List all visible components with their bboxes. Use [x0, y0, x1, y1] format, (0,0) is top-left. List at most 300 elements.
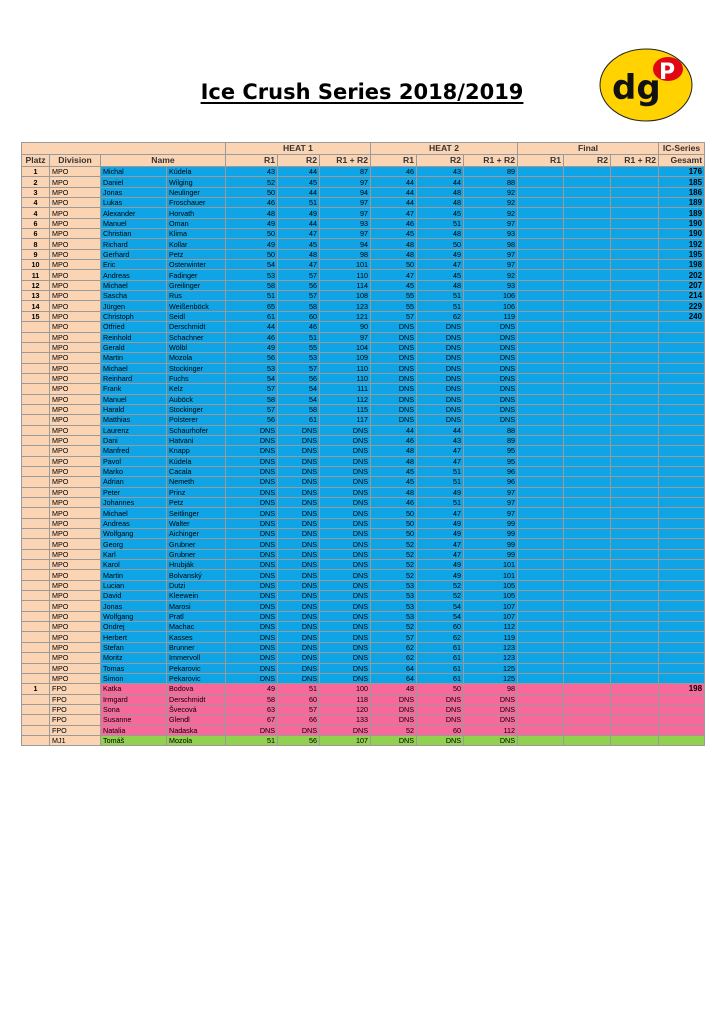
last-name-cell: Machac [167, 622, 226, 632]
final-r2-cell [564, 611, 611, 621]
final-r1-cell [518, 435, 564, 445]
division-cell: MPO [50, 404, 101, 414]
heat1-r2-cell: DNS [278, 549, 320, 559]
final-sum-cell [611, 591, 659, 601]
final-r1-cell [518, 208, 564, 218]
heat1-sum-cell: DNS [320, 549, 371, 559]
first-name-cell: Karl [101, 549, 167, 559]
heat1-r2-cell: 47 [278, 260, 320, 270]
heat1-sum-cell: 100 [320, 684, 371, 694]
last-name-cell: Švecová [167, 704, 226, 714]
heat2-r2-cell: 61 [417, 642, 464, 652]
first-name-cell: Katka [101, 684, 167, 694]
final-r1-cell [518, 249, 564, 259]
heat1-sum-cell: 123 [320, 301, 371, 311]
group-header-row [22, 143, 705, 155]
heat1-sum-cell: DNS [320, 435, 371, 445]
heat1-r2-cell: 56 [278, 373, 320, 383]
final-sum-cell [611, 611, 659, 621]
gesamt-cell [659, 394, 705, 404]
division-cell: MPO [50, 270, 101, 280]
results-table [21, 142, 705, 746]
gesamt-cell [659, 487, 705, 497]
division-cell: MPO [50, 187, 101, 197]
final-r1-cell [518, 332, 564, 342]
heat2-sum-cell: 106 [464, 291, 518, 301]
last-name-cell: Cacala [167, 466, 226, 476]
gesamt-cell [659, 570, 705, 580]
heat2-sum-cell: 93 [464, 229, 518, 239]
heat1-r2-cell: 66 [278, 715, 320, 725]
division-cell: MPO [50, 508, 101, 518]
last-name-cell: Pekarovic [167, 673, 226, 683]
final-sum-cell [611, 642, 659, 652]
heat1-r1-cell: 51 [226, 735, 278, 745]
platz-cell [22, 384, 50, 394]
last-name-cell: Schachner [167, 332, 226, 342]
last-name-cell: Pratl [167, 611, 226, 621]
platz-cell: 6 [22, 229, 50, 239]
heat1-sum-cell: 94 [320, 187, 371, 197]
platz-cell: 4 [22, 208, 50, 218]
table-row [22, 239, 705, 249]
division-cell: MPO [50, 611, 101, 621]
heat2-r1-cell: DNS [371, 332, 417, 342]
last-name-cell: Kasses [167, 632, 226, 642]
heat1-sum-cell: 109 [320, 353, 371, 363]
final-sum-cell [611, 663, 659, 673]
first-name-cell: Dani [101, 435, 167, 445]
gesamt-cell [659, 415, 705, 425]
first-name-cell: Tomáš [101, 735, 167, 745]
gesamt-cell [659, 611, 705, 621]
heat1-sum-cell: DNS [320, 529, 371, 539]
heat2-r2-cell: 48 [417, 229, 464, 239]
heat2-r2-cell: DNS [417, 415, 464, 425]
gesamt-cell [659, 477, 705, 487]
first-name-cell: Johannes [101, 498, 167, 508]
heat2-r1-cell: 52 [371, 622, 417, 632]
platz-cell: 10 [22, 260, 50, 270]
final-r2-cell [564, 415, 611, 425]
final-r1-cell [518, 342, 564, 352]
last-name-cell: Knapp [167, 446, 226, 456]
heat2-r1-cell: 48 [371, 446, 417, 456]
first-name-cell: Wolfgang [101, 611, 167, 621]
final-r1-cell [518, 187, 564, 197]
heat1-r1-cell: DNS [226, 446, 278, 456]
last-name-cell: Froschauer [167, 198, 226, 208]
first-name-cell: Manuel [101, 394, 167, 404]
final-r2-cell [564, 373, 611, 383]
heat2-r2-cell: 62 [417, 632, 464, 642]
heat2-r2-cell: DNS [417, 384, 464, 394]
heat2-r1-cell: 64 [371, 663, 417, 673]
heat2-sum-cell: 89 [464, 435, 518, 445]
last-name-cell: Hrubják [167, 560, 226, 570]
final-r1-cell [518, 704, 564, 714]
heat2-r2-cell: 47 [417, 456, 464, 466]
page-title: Ice Crush Series 2018/2019 [200, 80, 524, 104]
table-row [22, 435, 705, 445]
table-row [22, 632, 705, 642]
heat2-sum-cell: 105 [464, 580, 518, 590]
heat2-r1-cell: 57 [371, 632, 417, 642]
heat2-r1-cell: DNS [371, 715, 417, 725]
division-cell: MPO [50, 570, 101, 580]
platz-cell [22, 466, 50, 476]
final-r2-cell [564, 529, 611, 539]
gesamt-cell [659, 622, 705, 632]
last-name-cell: Brunner [167, 642, 226, 652]
heat2-sum-cell: 96 [464, 466, 518, 476]
final-r2-cell [564, 218, 611, 228]
division-cell: MPO [50, 384, 101, 394]
heat1-r1-cell: 49 [226, 239, 278, 249]
last-name-cell: Marosi [167, 601, 226, 611]
heat2-r2-cell: 52 [417, 591, 464, 601]
gesamt-cell: 190 [659, 218, 705, 228]
final-r2-cell [564, 394, 611, 404]
last-name-cell: Walter [167, 518, 226, 528]
final-sum-cell [611, 353, 659, 363]
heat2-sum-cell: DNS [464, 342, 518, 352]
final-r1-cell [518, 539, 564, 549]
final-r2-cell [564, 322, 611, 332]
division-cell: MPO [50, 291, 101, 301]
heat1-r1-cell: DNS [226, 642, 278, 652]
final-sum-cell [611, 167, 659, 177]
heat2-r2-cell: 49 [417, 529, 464, 539]
heat2-r2-cell: 48 [417, 198, 464, 208]
heat2-r2-cell: 45 [417, 208, 464, 218]
first-name-cell: Stefan [101, 642, 167, 652]
platz-cell: 3 [22, 187, 50, 197]
heat2-r2-cell: 51 [417, 477, 464, 487]
final-r1-cell [518, 373, 564, 383]
heat1-r2-cell: DNS [278, 518, 320, 528]
heat2-r1-cell: 50 [371, 518, 417, 528]
final-sum-cell [611, 260, 659, 270]
first-name-cell: Martin [101, 353, 167, 363]
first-name-cell: Sascha [101, 291, 167, 301]
division-cell: MPO [50, 642, 101, 652]
first-name-cell: Natalia [101, 725, 167, 735]
final-sum-cell [611, 394, 659, 404]
gesamt-cell: 192 [659, 239, 705, 249]
final-r1-cell [518, 477, 564, 487]
heat2-r2-cell: 47 [417, 446, 464, 456]
gesamt-cell [659, 560, 705, 570]
table-row [22, 270, 705, 280]
final-sum-cell [611, 684, 659, 694]
heat2-r1-cell: 46 [371, 435, 417, 445]
heat2-sum-cell: 95 [464, 456, 518, 466]
final-r2-cell [564, 208, 611, 218]
division-cell: MPO [50, 167, 101, 177]
heat2-r1-cell: 45 [371, 229, 417, 239]
platz-cell: 4 [22, 198, 50, 208]
table-row [22, 508, 705, 518]
platz-cell: 12 [22, 280, 50, 290]
division-cell: FPO [50, 694, 101, 704]
final-r1-cell [518, 529, 564, 539]
heat1-r2-cell: DNS [278, 435, 320, 445]
platz-cell [22, 477, 50, 487]
heat2-r2-cell: 49 [417, 249, 464, 259]
platz-cell: 15 [22, 311, 50, 321]
final-r2-cell [564, 735, 611, 745]
heat2-sum-cell: 105 [464, 591, 518, 601]
final-r1-cell [518, 322, 564, 332]
platz-cell: 8 [22, 239, 50, 249]
last-name-cell: Stockinger [167, 363, 226, 373]
last-name-cell: Bolvanský [167, 570, 226, 580]
heat1-r2-cell: DNS [278, 466, 320, 476]
heat2-sum-cell: DNS [464, 373, 518, 383]
first-name-cell: Adrian [101, 477, 167, 487]
table-row [22, 591, 705, 601]
heat1-r1-cell: 54 [226, 373, 278, 383]
heat1-r1-cell: 58 [226, 394, 278, 404]
first-name-cell: Jonas [101, 187, 167, 197]
final-r2-cell [564, 487, 611, 497]
heat2-r2-cell: 51 [417, 301, 464, 311]
division-cell: MPO [50, 653, 101, 663]
final-r1-cell [518, 353, 564, 363]
heat1-r1-cell: DNS [226, 591, 278, 601]
final-r2-cell [564, 601, 611, 611]
heat1-sum-cell: 87 [320, 167, 371, 177]
final-r1-cell [518, 611, 564, 621]
gesamt-cell: 185 [659, 177, 705, 187]
table-row [22, 249, 705, 259]
heat1-r2-cell: DNS [278, 477, 320, 487]
platz-cell [22, 322, 50, 332]
table-row [22, 725, 705, 735]
final-sum-cell [611, 622, 659, 632]
heat2-r1-cell: 50 [371, 529, 417, 539]
last-name-cell: Immervoll [167, 653, 226, 663]
heat2-r2-cell: 54 [417, 601, 464, 611]
heat1-r1-cell: DNS [226, 518, 278, 528]
table-row [22, 498, 705, 508]
platz-cell [22, 498, 50, 508]
final-r2-cell [564, 260, 611, 270]
final-r2-cell [564, 498, 611, 508]
last-name-cell: Kúdela [167, 456, 226, 466]
final-r2-cell [564, 187, 611, 197]
gesamt-cell [659, 715, 705, 725]
gesamt-cell [659, 384, 705, 394]
final-r2-cell [564, 508, 611, 518]
heat2-r1-cell: 45 [371, 477, 417, 487]
heat2-sum-cell: 125 [464, 673, 518, 683]
heat2-r2-cell: 43 [417, 435, 464, 445]
heat2-r2-cell: 43 [417, 167, 464, 177]
heat1-sum-cell: DNS [320, 591, 371, 601]
heat2-sum-cell: 97 [464, 498, 518, 508]
last-name-cell: Hatvani [167, 435, 226, 445]
final-sum-cell [611, 425, 659, 435]
heat2-sum-cell: DNS [464, 704, 518, 714]
final-r1-cell [518, 291, 564, 301]
division-cell: MPO [50, 260, 101, 270]
final-r2-cell [564, 704, 611, 714]
heat2-r1-cell: DNS [371, 704, 417, 714]
gesamt-cell: 189 [659, 198, 705, 208]
division-cell: MPO [50, 239, 101, 249]
heat1-r2-cell: DNS [278, 591, 320, 601]
division-cell: MPO [50, 663, 101, 673]
ics-header: IC-Series [659, 143, 705, 155]
heat1-r1-cell: 53 [226, 270, 278, 280]
table-row [22, 415, 705, 425]
first-name-cell: Sona [101, 704, 167, 714]
final-r2-cell [564, 570, 611, 580]
final-r1-cell [518, 394, 564, 404]
heat1-r1-cell: DNS [226, 725, 278, 735]
heat2-sum-cell: 96 [464, 477, 518, 487]
platz-cell [22, 653, 50, 663]
heat1-r2-cell: 57 [278, 363, 320, 373]
gesamt-cell [659, 632, 705, 642]
heat2-r2-cell: 44 [417, 425, 464, 435]
final-sum-cell [611, 673, 659, 683]
final-r1-cell [518, 632, 564, 642]
col-f-r1: R1 [518, 155, 564, 167]
heat2-r2-cell: 60 [417, 622, 464, 632]
last-name-cell: Weißenböck [167, 301, 226, 311]
heat2-r1-cell: DNS [371, 394, 417, 404]
gesamt-cell [659, 580, 705, 590]
heat2-r1-cell: 62 [371, 642, 417, 652]
heat2-header: HEAT 2 [371, 143, 518, 155]
first-name-cell: Michael [101, 280, 167, 290]
platz-cell: 11 [22, 270, 50, 280]
first-name-cell: Karol [101, 560, 167, 570]
heat1-sum-cell: DNS [320, 518, 371, 528]
final-r1-cell [518, 694, 564, 704]
final-sum-cell [611, 322, 659, 332]
heat2-r2-cell: 49 [417, 560, 464, 570]
final-r1-cell [518, 260, 564, 270]
table-row [22, 353, 705, 363]
final-r2-cell [564, 353, 611, 363]
heat1-r2-cell: 51 [278, 684, 320, 694]
heat1-sum-cell: 115 [320, 404, 371, 414]
platz-cell: 1 [22, 167, 50, 177]
final-sum-cell [611, 363, 659, 373]
division-cell: MPO [50, 229, 101, 239]
heat1-sum-cell: 111 [320, 384, 371, 394]
col-division: Division [50, 155, 101, 167]
first-name-cell: Wolfgang [101, 529, 167, 539]
final-r1-cell [518, 735, 564, 745]
final-r1-cell [518, 642, 564, 652]
heat1-sum-cell: 108 [320, 291, 371, 301]
heat1-r2-cell: 53 [278, 353, 320, 363]
heat2-sum-cell: DNS [464, 363, 518, 373]
heat1-sum-cell: 110 [320, 363, 371, 373]
first-name-cell: Martin [101, 570, 167, 580]
gesamt-cell: 176 [659, 167, 705, 177]
table-row [22, 704, 705, 714]
heat1-r2-cell: 57 [278, 270, 320, 280]
division-cell: MPO [50, 632, 101, 642]
platz-cell [22, 353, 50, 363]
gesamt-cell: 190 [659, 229, 705, 239]
heat1-sum-cell: 133 [320, 715, 371, 725]
gesamt-cell: 202 [659, 270, 705, 280]
gesamt-cell: 207 [659, 280, 705, 290]
gesamt-cell [659, 704, 705, 714]
heat1-r1-cell: DNS [226, 435, 278, 445]
heat2-sum-cell: DNS [464, 694, 518, 704]
final-sum-cell [611, 218, 659, 228]
final-r1-cell [518, 591, 564, 601]
final-r1-cell [518, 684, 564, 694]
final-r2-cell [564, 167, 611, 177]
last-name-cell: Grubner [167, 539, 226, 549]
heat1-r1-cell: 57 [226, 404, 278, 414]
division-cell: FPO [50, 704, 101, 714]
platz-cell: 2 [22, 177, 50, 187]
heat1-r2-cell: 51 [278, 198, 320, 208]
final-sum-cell [611, 704, 659, 714]
division-cell: MPO [50, 425, 101, 435]
heat1-sum-cell: DNS [320, 508, 371, 518]
heat1-sum-cell: DNS [320, 539, 371, 549]
heat1-r1-cell: DNS [226, 549, 278, 559]
final-sum-cell [611, 694, 659, 704]
final-r2-cell [564, 342, 611, 352]
last-name-cell: Pekarovic [167, 663, 226, 673]
final-r2-cell [564, 591, 611, 601]
platz-cell [22, 363, 50, 373]
heat2-sum-cell: 112 [464, 725, 518, 735]
final-r2-cell [564, 446, 611, 456]
final-r2-cell [564, 642, 611, 652]
final-sum-cell [611, 177, 659, 187]
final-sum-cell [611, 487, 659, 497]
gesamt-cell [659, 735, 705, 745]
last-name-cell: Grubner [167, 549, 226, 559]
first-name-cell: Michal [101, 167, 167, 177]
heat2-r2-cell: 45 [417, 270, 464, 280]
final-r1-cell [518, 725, 564, 735]
platz-cell: 13 [22, 291, 50, 301]
final-r1-cell [518, 425, 564, 435]
col-h2-sum: R1 + R2 [464, 155, 518, 167]
platz-cell [22, 404, 50, 414]
heat1-r2-cell: DNS [278, 632, 320, 642]
final-sum-cell [611, 549, 659, 559]
heat2-r2-cell: DNS [417, 363, 464, 373]
gesamt-cell: 198 [659, 260, 705, 270]
platz-cell [22, 529, 50, 539]
heat1-sum-cell: 97 [320, 198, 371, 208]
heat2-r2-cell: 50 [417, 684, 464, 694]
heat2-r1-cell: 55 [371, 291, 417, 301]
table-row [22, 208, 705, 218]
heat2-r2-cell: DNS [417, 342, 464, 352]
platz-cell [22, 735, 50, 745]
first-name-cell: Christian [101, 229, 167, 239]
first-name-cell: Manuel [101, 218, 167, 228]
platz-cell [22, 446, 50, 456]
division-cell: MPO [50, 301, 101, 311]
